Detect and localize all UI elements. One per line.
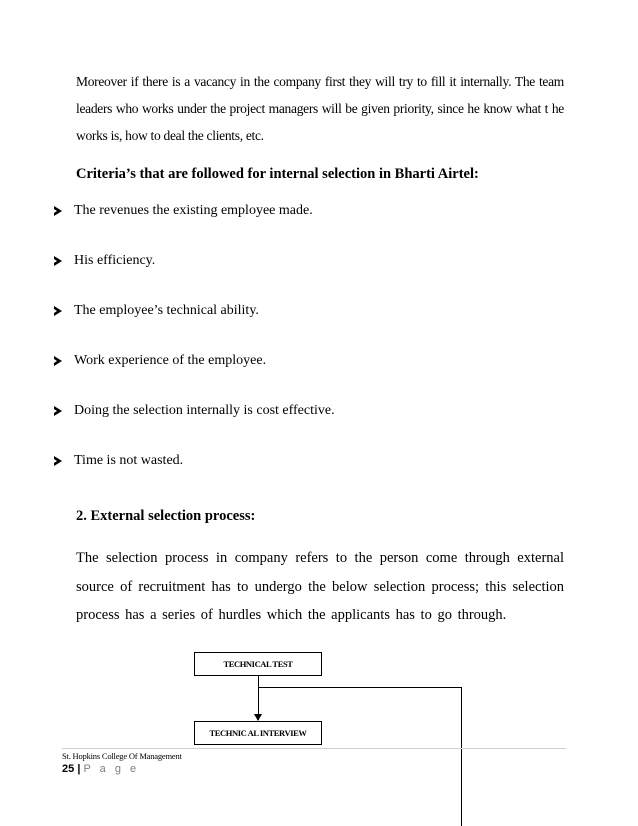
footer-page-number (62, 763, 139, 775)
flowchart-step-technical-test: TECHNICAL TEST (194, 652, 322, 676)
arrow-bullet-icon (54, 456, 62, 466)
list-item-text: Time is not wasted. (74, 453, 184, 468)
arrow-bullet-icon (54, 256, 62, 266)
arrow-bullet-icon (54, 306, 62, 316)
list-item-text: Work experience of the employee. (74, 353, 267, 368)
footer-college: St. Hopkins College Of Management (62, 751, 182, 761)
connector-line (461, 687, 462, 826)
list-item-text: Doing the selection internally is cost effective. (74, 403, 335, 418)
arrow-bullet-icon (54, 356, 62, 366)
page-number: 25 (62, 763, 75, 775)
connector-line (258, 687, 462, 688)
list-item-text: His efficiency. (74, 253, 156, 268)
arrow-bullet-icon (54, 406, 62, 416)
page-word: P a g e (83, 763, 140, 775)
list-item (54, 453, 183, 469)
list-item (54, 403, 335, 419)
list-item (54, 203, 313, 219)
list-item (54, 353, 266, 369)
external-heading: 2. External selection process: (76, 508, 256, 524)
list-item (54, 253, 155, 269)
external-paragraph: The selection process in company refers to the person come through external source of recruitment has to undergo the below selection process; this selection process has a series of hurdles which the applicants has to go through. (76, 550, 564, 623)
arrow-bullet-icon (54, 206, 62, 216)
list-item (54, 303, 259, 319)
intro-paragraph: Moreover if there is a vacancy in the company first they will try to fill it internally. The team leaders who works under the project managers will be given priority, since he know what t he works is, how to deal the clients, etc. (76, 74, 564, 143)
arrow-down-icon (254, 714, 262, 721)
page-separator: | (77, 763, 81, 775)
flowchart-step-technical-interview: TECHNIC AL INTERVIEW (194, 721, 322, 745)
list-item-text: The employee’s technical ability. (74, 303, 259, 318)
footer-divider (62, 748, 566, 749)
list-item-text: The revenues the existing employee made. (74, 203, 313, 218)
criteria-heading: Criteria’s that are followed for internal selection in Bharti Airtel: (76, 166, 479, 182)
